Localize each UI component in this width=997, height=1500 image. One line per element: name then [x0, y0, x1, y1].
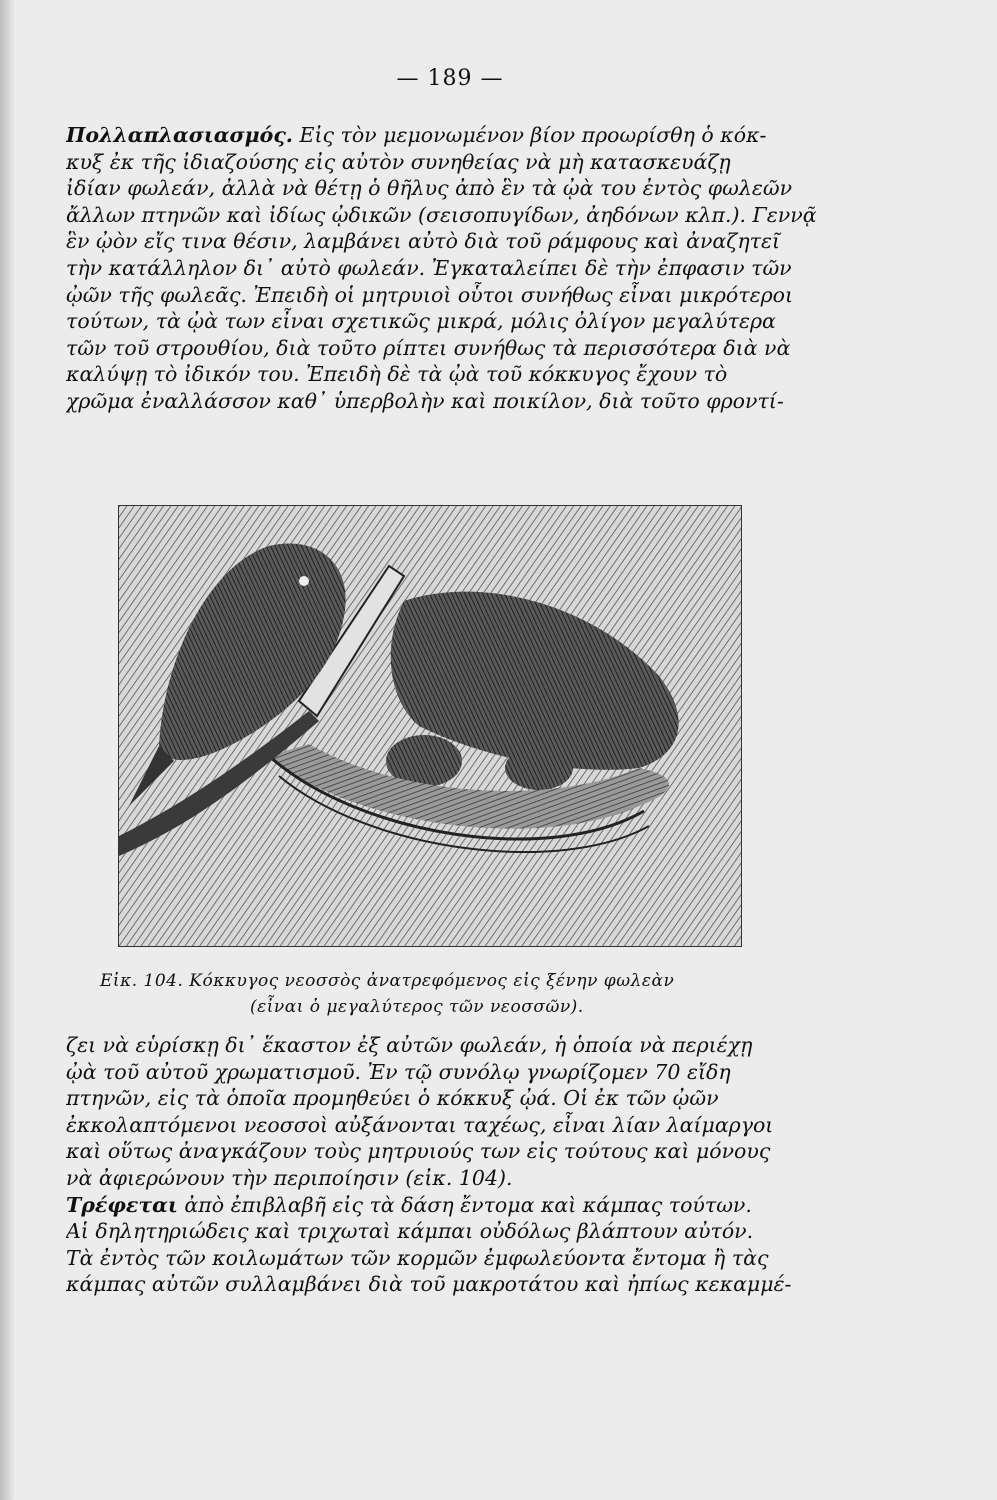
page-edge-shadow [0, 0, 14, 1500]
paragraph-line: Τὰ ἐντὸς τῶν κοιλωμάτων τῶν κορμῶν ἐμφωλεύοντα ἔντομα ἢ τὰς [66, 1245, 769, 1270]
paragraph-line: ζει νὰ εὑρίσκῃ δι᾽ ἕκαστον ἐξ αὐτῶν φωλεάν, ἡ ὁποία νὰ περιέχῃ [66, 1033, 753, 1057]
paragraph-line: ἄλλων πτηνῶν καὶ ἰδίως ᾠδικῶν (σεισοπυγίδων, ἀηδόνων κλπ.). Γεννᾷ [66, 202, 817, 227]
paragraph-line: καλύψῃ τὸ ἰδικόν του. Ἐπειδὴ δὲ τὰ ᾠὰ τοῦ κόκκυγος ἔχουν τὸ [66, 362, 728, 387]
cuckoo-nest-illustration [118, 505, 742, 947]
paragraph-line: τὴν κατάλληλον δι᾽ αὐτὸ φωλεάν. Ἐγκαταλείπει δὲ τὴν ἐπφασιν τῶν [66, 255, 792, 280]
engraving-drawing [119, 506, 741, 946]
paragraph-line: ἐκκολαπτόμενοι νεοσσοὶ αὐξάνονται ταχέως, εἶναι λίαν λαίμαργοι [66, 1112, 774, 1137]
paragraph-line-text: ἀπὸ ἐπιβλαβῆ εἰς τὰ δάση ἔντομα καὶ κάμπας τούτων. [184, 1192, 752, 1217]
paragraph-line: νὰ ἀφιερώνουν τὴν περιποίησιν (εἰκ. 104). [66, 1165, 513, 1190]
paragraph-line-text: Εἰς τὸν μεμονωμένον βίον προωρίσθη ὁ κόκ- [299, 123, 767, 147]
caption-line: (εἶναι ὁ μεγαλύτερος τῶν νεοσσῶν). [250, 997, 584, 1017]
paragraph-line: ᾠῶν τῆς φωλεᾶς. Ἐπειδὴ οἱ μητρυιοὶ οὗτοι συνήθως εἶναι μικρότεροι [66, 282, 794, 307]
paragraph-reproduction [66, 122, 852, 415]
page-number: — 189 — [396, 66, 504, 91]
paragraph-line: κάμπας αὐτῶν συλλαμβάνει διὰ τοῦ μακροτάτου καὶ ἠπίως κεκαμμέ- [66, 1272, 792, 1297]
paragraph-line: πτηνῶν, εἰς τὰ ὁποῖα προμηθεύει ὁ κόκκυξ ᾠά. Οἱ ἐκ τῶν ᾠῶν [66, 1086, 719, 1111]
paragraph-line: καὶ οὕτως ἀναγκάζουν τοὺς μητρυιούς των εἰς τούτους καὶ μόνους [66, 1139, 771, 1164]
figure-caption [100, 968, 800, 1020]
paragraph-line: τῶν τοῦ στρουθίου, διὰ τοῦτο ρίπτει συνήθως τὰ περισσότερα διὰ νὰ [66, 335, 791, 360]
paragraph-line: χρῶμα ἐναλλάσσον καθ᾽ ὑπερβολὴν καὶ ποικίλον, διὰ τοῦτο φροντί- [66, 388, 784, 413]
paragraph-line: Αἱ δηλητηριώδεις καὶ τριχωταὶ κάμπαι οὐδόλως βλάπτουν αὐτόν. [66, 1219, 754, 1244]
section-heading: Πολλαπλασιασμός. [66, 123, 293, 147]
paragraph-line [66, 1192, 852, 1219]
caption-line: Εἰκ. 104. Κόκκυγος νεοσσὸς ἀνατρεφόμενος εἰς ξένην φωλεὰν [100, 971, 675, 991]
paragraph-line [66, 122, 852, 149]
paragraph-line: ᾠὰ τοῦ αὐτοῦ χρωματισμοῦ. Ἐν τῷ συνόλῳ γνωρίζομεν 70 εἴδη [66, 1059, 731, 1084]
paragraph-lead-word: Τρέφεται [66, 1192, 178, 1217]
paragraph-continued [66, 1032, 852, 1298]
paragraph-line: κυξ ἐκ τῆς ἰδιαζούσης εἰς αὐτὸν συνηθείας νὰ μὴ κατασκευάζῃ [66, 149, 731, 174]
paragraph-line: τούτων, τὰ ᾠὰ των εἶναι σχετικῶς μικρά, μόλις ὀλίγον μεγαλύτερα [66, 309, 776, 334]
paragraph-line: ἰδίαν φωλεάν, ἀλλὰ νὰ θέτῃ ὁ θῆλυς ἀπὸ ἓν τὰ ᾠὰ του ἐντὸς φωλεῶν [66, 176, 793, 201]
paragraph-line: ἓν ᾠὸν εἴς τινα θέσιν, λαμβάνει αὐτὸ διὰ τοῦ ράμφους καὶ ἀναζητεῖ [66, 229, 781, 254]
